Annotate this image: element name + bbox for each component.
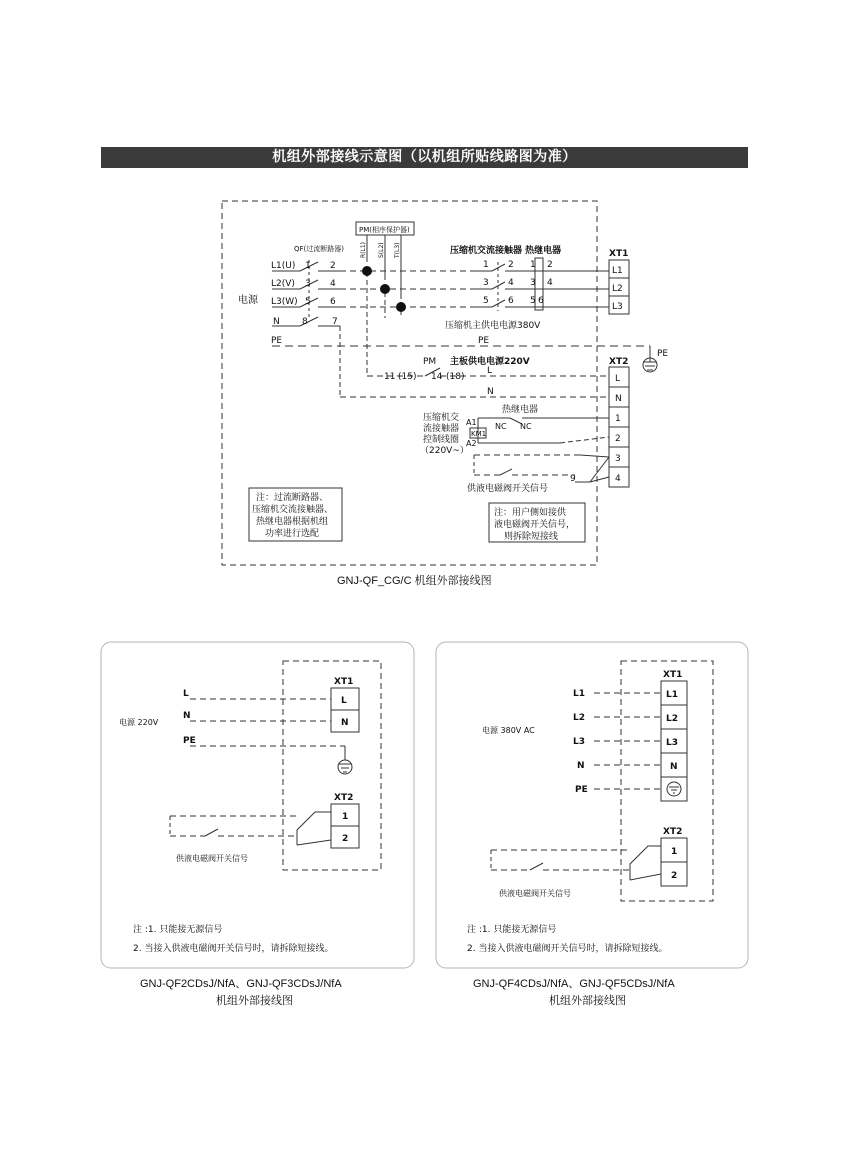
board-l: L bbox=[487, 366, 493, 376]
right-line: L1 bbox=[573, 689, 585, 699]
panel-right bbox=[436, 642, 748, 968]
left-supply: 电源 220V bbox=[119, 718, 159, 727]
note-right-line: 则拆除短接线 bbox=[504, 532, 559, 542]
pm-pin: 11 bbox=[384, 372, 396, 382]
right-line: L3 bbox=[573, 737, 585, 747]
pm-pin: (18) bbox=[446, 372, 465, 382]
line-n: N bbox=[273, 317, 280, 327]
right-xt1-title: XT1 bbox=[663, 670, 683, 680]
pm-label: PM(相序保护器) bbox=[359, 226, 410, 234]
pm-pin: 14 bbox=[431, 372, 443, 382]
qf-contact: 5 bbox=[305, 297, 311, 307]
right-xt2-title: XT2 bbox=[663, 827, 683, 837]
right-xt1-terminal: L3 bbox=[666, 738, 678, 748]
pm-terminal-s: S(L2) bbox=[378, 242, 385, 258]
coil-label: 压缩机交 bbox=[423, 413, 460, 423]
left-note: 注 :1. 只能接无源信号 bbox=[133, 925, 223, 935]
relay-contact: 1 bbox=[530, 260, 536, 270]
left-note: 2. 当接入供液电磁阀开关信号时，请拆除短接线。 bbox=[133, 944, 334, 954]
a1-label: A1 bbox=[466, 418, 477, 427]
left-xt1-terminal: L bbox=[341, 696, 347, 706]
xt2-terminal: 1 bbox=[615, 414, 621, 424]
qf-contact: 3 bbox=[305, 279, 311, 289]
note-right-line: 液电磁阀开关信号， bbox=[494, 520, 576, 530]
note-left-line: 功率进行选配 bbox=[265, 529, 320, 539]
right-supply: 电源 380V AC bbox=[482, 726, 535, 735]
right-xt1-terminal: L1 bbox=[666, 690, 678, 700]
nc-left: NC bbox=[495, 422, 507, 431]
contactor-contact: 1 bbox=[483, 260, 489, 270]
right-line: L2 bbox=[573, 713, 585, 723]
page-title: 机组外部接线示意图（以机组所贴线路图为准） bbox=[101, 147, 748, 168]
qf-contact: 8 bbox=[302, 317, 308, 327]
right-xt1-terminal: N bbox=[670, 762, 678, 772]
right-line: PE bbox=[575, 785, 588, 795]
note-left-line: 热继电器根据机组 bbox=[256, 517, 329, 527]
xt1-terminal: L1 bbox=[612, 266, 623, 276]
pm-terminal-t: T(L3) bbox=[394, 242, 401, 258]
pm-switch-label: PM bbox=[423, 357, 437, 367]
coil-label: 控制线圈 bbox=[423, 435, 460, 445]
qf-contact: 4 bbox=[330, 279, 336, 289]
coil-label: 流接触器 bbox=[423, 424, 460, 434]
left-line-pe: PE bbox=[183, 736, 196, 746]
pe-mid-label: PE bbox=[478, 336, 490, 346]
contactor-contact: 5 bbox=[483, 296, 489, 306]
qf-contact: 2 bbox=[330, 261, 336, 271]
qf-label: QF(过流断路器) bbox=[294, 245, 344, 253]
relay-contact: 3 bbox=[530, 278, 536, 288]
main-caption: GNJ-QF_CG/C 机组外部接线图 bbox=[337, 575, 492, 587]
pm-terminal-r: R(L1) bbox=[360, 241, 367, 258]
xt2-title: XT2 bbox=[609, 357, 629, 367]
right-xt2-terminal: 2 bbox=[671, 871, 678, 881]
xt1-title: XT1 bbox=[609, 249, 629, 259]
contactor-contact: 2 bbox=[508, 260, 514, 270]
relay-contact: 2 bbox=[547, 260, 553, 270]
contactor-heading: 压缩机交流接触器 热继电器 bbox=[450, 246, 562, 256]
right-xt2-terminal: 1 bbox=[671, 847, 678, 857]
line-l2: L2(V) bbox=[271, 279, 295, 289]
qf-contact: 6 bbox=[330, 297, 336, 307]
xt2-terminal: 2 bbox=[615, 434, 621, 444]
contactor-contact: 6 bbox=[508, 296, 514, 306]
relay-contact: 5 bbox=[530, 296, 536, 306]
left-xt2-terminal: 1 bbox=[342, 812, 349, 822]
relay-contact: 4 bbox=[547, 278, 553, 288]
left-line-l: L bbox=[183, 689, 189, 699]
xt2-terminal: L bbox=[615, 374, 621, 384]
coil-label: （220V~） bbox=[420, 446, 469, 456]
pm-pin: (15) bbox=[398, 372, 417, 382]
note-right-line: 注：用户侧如接供 bbox=[494, 508, 567, 518]
nc-right: NC bbox=[520, 422, 532, 431]
right-line: N bbox=[577, 761, 585, 771]
line-l1: L1(U) bbox=[271, 261, 296, 271]
right-xt1-terminal: L2 bbox=[666, 714, 678, 724]
compressor-supply: 压缩机主供电电源380V bbox=[445, 321, 541, 331]
line-l3: L3(W) bbox=[271, 297, 298, 307]
note-left-line: 注：过流断路器、 bbox=[256, 493, 329, 503]
xt1-terminal: L2 bbox=[612, 284, 623, 294]
contactor-contact: 3 bbox=[483, 278, 489, 288]
board-n: N bbox=[487, 387, 494, 397]
panel-left bbox=[101, 642, 414, 968]
right-note: 2. 当接入供液电磁阀开关信号时，请拆除短接线。 bbox=[467, 944, 668, 954]
relay-contact: 6 bbox=[538, 296, 544, 306]
left-xt2-terminal: 2 bbox=[342, 834, 349, 844]
xt2-terminal: N bbox=[615, 394, 622, 404]
qf-contact: 7 bbox=[332, 317, 338, 327]
left-xt1-terminal: N bbox=[341, 718, 349, 728]
right-caption: 机组外部接线图 bbox=[549, 995, 626, 1007]
left-caption: 机组外部接线图 bbox=[216, 995, 293, 1007]
wire-9: 9 bbox=[570, 474, 576, 484]
right-valve-signal: 供液电磁阀开关信号 bbox=[499, 889, 571, 898]
xt1-terminal: L3 bbox=[612, 302, 623, 312]
left-xt2-title: XT2 bbox=[334, 793, 354, 803]
power-label: 电源 bbox=[238, 295, 258, 306]
thermal-relay-label: 热继电器 bbox=[502, 405, 539, 415]
qf-contact: 1 bbox=[305, 261, 311, 271]
left-line-n: N bbox=[183, 711, 191, 721]
left-xt1-title: XT1 bbox=[334, 677, 354, 687]
board-supply: 主板供电电源220V bbox=[450, 357, 530, 367]
xt2-terminal: 3 bbox=[615, 454, 621, 464]
a2-label: A2 bbox=[466, 439, 477, 448]
valve-signal: 供液电磁阀开关信号 bbox=[467, 484, 549, 494]
left-caption: GNJ-QF2CDsJ/NfA、GNJ-QF3CDsJ/NfA bbox=[140, 978, 342, 990]
right-note: 注 :1. 只能接无源信号 bbox=[467, 925, 557, 935]
line-pe: PE bbox=[271, 336, 283, 346]
right-caption: GNJ-QF4CDsJ/NfA、GNJ-QF5CDsJ/NfA bbox=[473, 978, 675, 990]
left-valve-signal: 供液电磁阀开关信号 bbox=[176, 854, 248, 863]
pe-right-label: PE bbox=[657, 349, 669, 359]
contactor-contact: 4 bbox=[508, 278, 514, 288]
xt2-terminal: 4 bbox=[615, 474, 621, 484]
km1-label: KM1 bbox=[471, 430, 487, 438]
note-left-line: 压缩机交流接触器、 bbox=[252, 505, 334, 515]
